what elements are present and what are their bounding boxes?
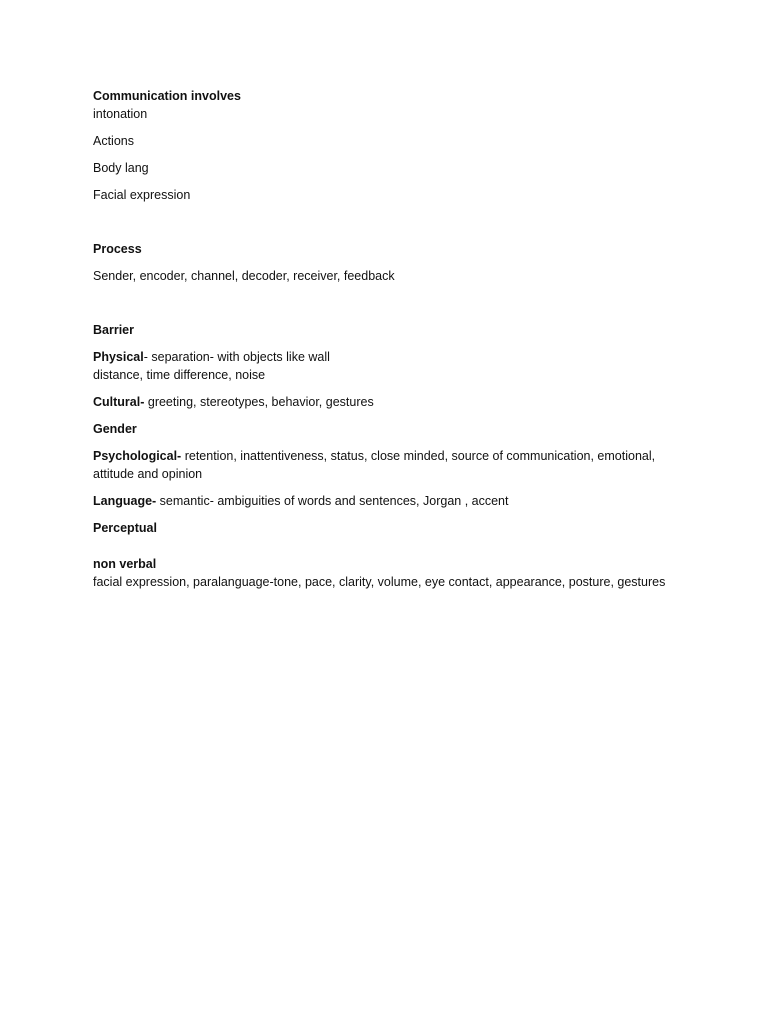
- cultural-text: greeting, stereotypes, behavior, gestures: [144, 395, 374, 409]
- barrier-cultural: [93, 393, 693, 411]
- physical-text-continued: distance, time difference, noise: [93, 368, 266, 382]
- item-intonation: intonation: [93, 107, 148, 121]
- heading-non-verbal: non verbal: [93, 557, 157, 571]
- item-body-lang: Body lang: [93, 161, 149, 175]
- barrier-gender: Gender: [93, 422, 137, 436]
- physical-label: Physical: [93, 350, 144, 364]
- heading-barrier: Barrier: [93, 323, 134, 337]
- cultural-label: Cultural-: [93, 395, 145, 409]
- psychological-label: Psychological-: [93, 449, 182, 463]
- barrier-perceptual: Perceptual: [93, 521, 157, 535]
- item-facial-expression: Facial expression: [93, 188, 191, 202]
- heading-communication-involves: Communication involves: [93, 89, 241, 103]
- physical-text: - separation- with objects like wall: [143, 350, 330, 364]
- barrier-language: [93, 492, 693, 510]
- document-body: [93, 87, 693, 591]
- non-verbal-text: facial expression, paralanguage-tone, pace, clarity, volume, eye contact, appearance, posture, gestures: [93, 575, 666, 589]
- barrier-psychological: [93, 447, 678, 483]
- psychological-text: retention, inattentiveness, status, close minded, source of communication, emotional, attitude and opinion: [93, 449, 656, 481]
- barrier-physical: [93, 348, 693, 366]
- language-text: semantic- ambiguities of words and sentences, Jorgan , accent: [156, 494, 509, 508]
- process-text: Sender, encoder, channel, decoder, receiver, feedback: [93, 269, 395, 283]
- heading-process: Process: [93, 242, 142, 256]
- language-label: Language-: [93, 494, 157, 508]
- item-actions: Actions: [93, 134, 134, 148]
